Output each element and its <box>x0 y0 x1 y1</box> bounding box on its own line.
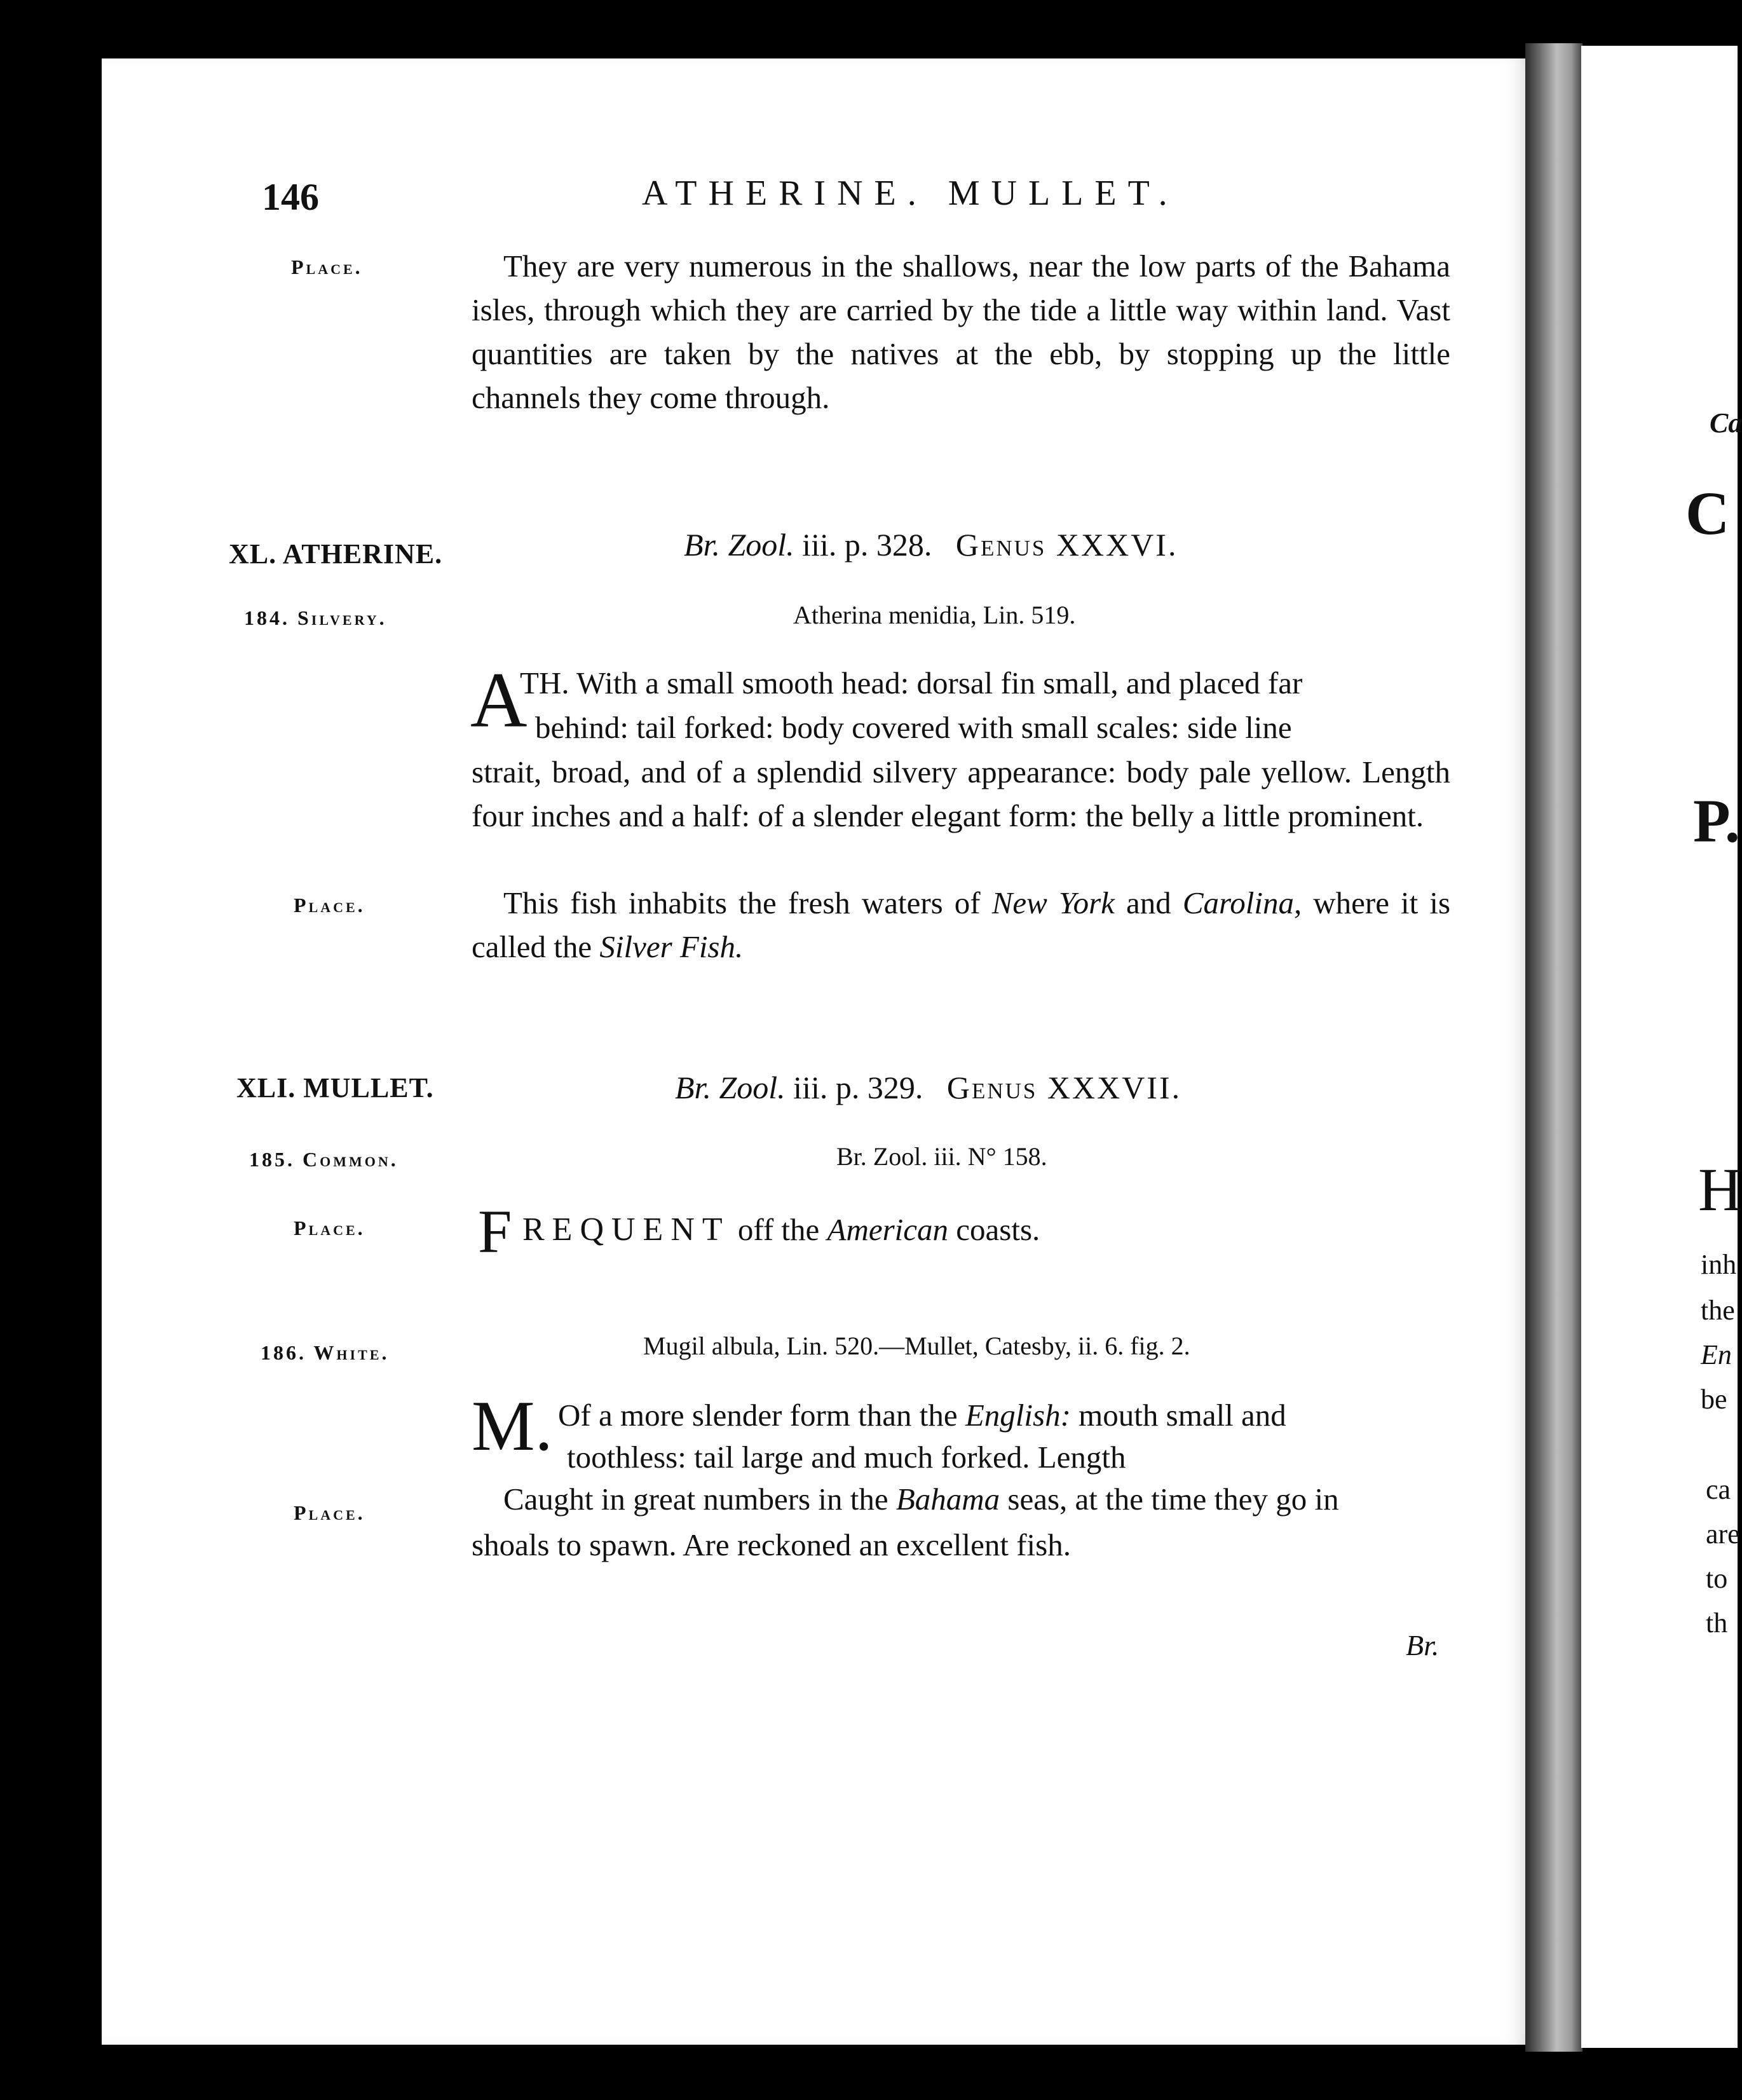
facing-fragment: C <box>1685 479 1730 547</box>
running-head: ATHERINE. MULLET. <box>642 174 1179 213</box>
silvery-place-text: This fish inhabits the fresh waters of New York and Carolina, where it is called the Silver Fish. <box>472 885 1451 964</box>
facing-fragment: En <box>1701 1339 1732 1370</box>
facing-fragment: Ca <box>1710 407 1742 439</box>
reference-atherine: Br. Zool. iii. p. 328. Genus XXXVI. <box>684 527 1178 562</box>
white-place-line-2: shoals to spawn. Are reckoned an excellent fish. <box>472 1527 1071 1562</box>
synonym-silvery: Atherina menidia, Lin. 519. <box>793 601 1076 629</box>
white-line-2: toothless: tail large and much forked. Length <box>567 1440 1126 1475</box>
white-place-line-1: Caught in great numbers in the Bahama seas, at the time they go in <box>503 1482 1339 1517</box>
margin-label-place: Place. <box>291 256 363 278</box>
margin-label-place: Place. <box>294 894 365 917</box>
white-line-1: Of a more slender form than the English: mouth small and <box>558 1398 1286 1433</box>
common-text: REQUENT off the American coasts. <box>522 1211 1040 1248</box>
silvery-line-1: TH. With a small smooth head: dorsal fin small, and placed far <box>520 665 1303 700</box>
facing-fragment: be <box>1701 1384 1727 1415</box>
species-label-common: 185. Common. <box>249 1148 398 1171</box>
facing-fragment: P. <box>1693 787 1740 855</box>
synonym-white: Mugil albula, Lin. 520.—Mullet, Catesby, ii. 6. fig. 2. <box>643 1332 1190 1360</box>
facing-fragment: H <box>1698 1156 1742 1224</box>
species-label-white: 186. White. <box>261 1341 390 1364</box>
facing-fragment: ca <box>1706 1474 1731 1505</box>
page-number: 146 <box>262 176 319 218</box>
facing-fragment: the <box>1701 1295 1735 1326</box>
reference-mullet: Br. Zool. iii. p. 329. Genus XXXVII. <box>675 1070 1182 1105</box>
facing-fragment: inh <box>1701 1249 1737 1280</box>
species-label-silvery: 184. Silvery. <box>244 606 387 629</box>
facing-fragment: th <box>1706 1607 1728 1639</box>
book-gutter <box>1525 43 1582 2052</box>
facing-fragment: to <box>1706 1563 1728 1594</box>
catchword: Br. <box>1406 1629 1439 1661</box>
silvery-line-2: behind: tail forked: body covered with small scales: side line <box>535 710 1292 745</box>
drop-cap-a: A <box>470 657 527 744</box>
margin-label-place: Place. <box>294 1217 365 1239</box>
paragraph-place-bahama: They are very numerous in the shallows, near the low parts of the Bahama isles, through which they are carried by the tide a little way within land. Vast quantities are taken by the natives at the ebb, by stopping up the little channels they come through. <box>472 249 1450 415</box>
drop-cap-f: F <box>478 1197 512 1265</box>
facing-page-edge <box>1581 46 1738 2048</box>
facing-fragment: are <box>1706 1518 1740 1550</box>
genus-title-mullet: XLI. MULLET. <box>236 1072 434 1103</box>
silvery-description: strait, broad, and of a splendid silvery appearance: body pale yellow. Length four inches and a half: of a slender elegant form: the belly a little prominent. <box>472 754 1450 833</box>
synonym-common: Br. Zool. iii. N° 158. <box>836 1142 1047 1171</box>
margin-label-place: Place. <box>294 1501 365 1524</box>
drop-cap-m: M. <box>472 1387 553 1466</box>
genus-title-atherine: XL. ATHERINE. <box>229 538 443 569</box>
